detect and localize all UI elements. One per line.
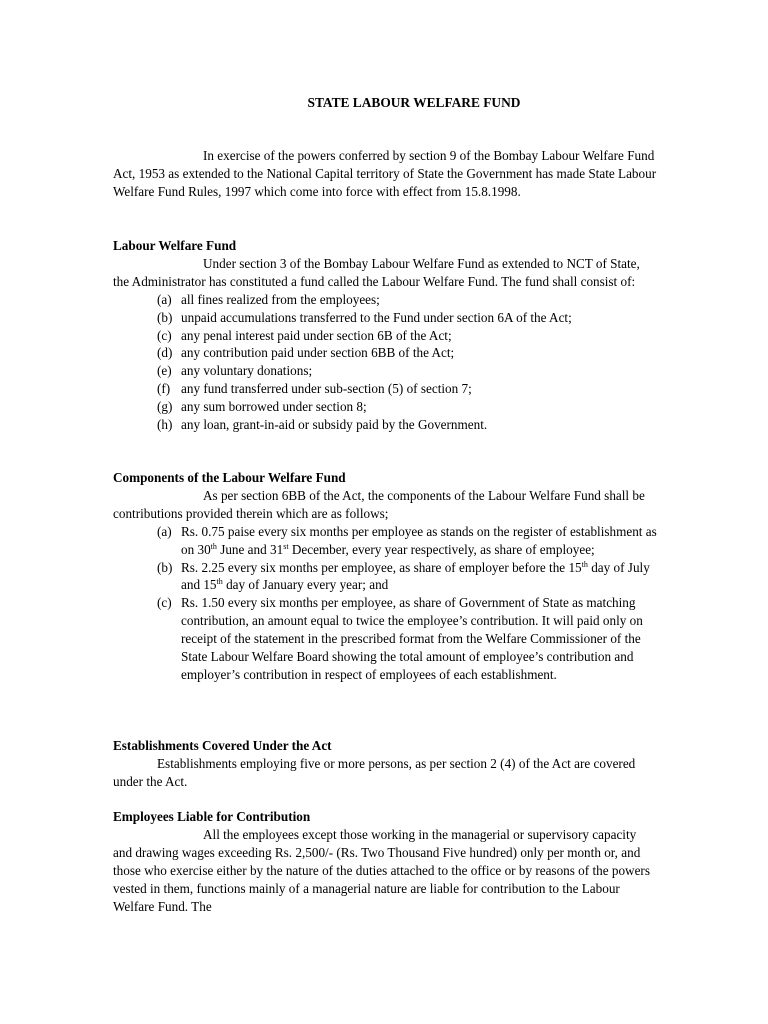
list-item-text: all fines realized from the employees;	[181, 291, 380, 307]
text-run: June and 31	[216, 541, 284, 557]
section-heading-labour-welfare-fund: Labour Welfare Fund	[113, 238, 237, 253]
list-marker: (h)	[157, 417, 173, 433]
list-item	[113, 362, 658, 380]
list-item-text: Rs. 1.50 every six months per employee, as share of Government of State as matching contribution, an amount equal to twice the employee’s contribution. It will paid only on receipt of the statement in the prescribed format from the Welfare Commissioner of the State Labour Welfare Board showing the total amount of employee’s contribution and employer’s contribution in respect of employees of each establishment.	[181, 595, 643, 682]
list-item	[113, 398, 658, 416]
establishments-section	[113, 737, 658, 791]
list-item-text	[181, 524, 657, 557]
establishments-paragraph: Establishments employing five or more persons, as per section 2 (4) of the Act are covered under the Act.	[113, 755, 636, 789]
text-run: Rs. 0.75 paise every six months per employee as stands on the register of establishment as on 30	[181, 523, 657, 557]
list-item-text: any fund transferred under sub-section (5) of section 7;	[181, 381, 472, 397]
list-item	[113, 594, 658, 684]
superscript: th	[581, 559, 588, 569]
fund-list	[113, 291, 658, 434]
labour-welfare-fund-section	[113, 237, 658, 434]
list-item	[113, 291, 658, 309]
list-marker: (d)	[157, 345, 173, 361]
text-run: day of January every year; and	[222, 577, 389, 593]
fund-paragraph: Under section 3 of the Bombay Labour Welfare Fund as extended to NCT of State, the Administrator has constituted a fund called the Labour Welfare Fund. The fund shall consist of:	[113, 255, 640, 289]
list-item-text	[181, 560, 650, 593]
components-paragraph: As per section 6BB of the Act, the components of the Labour Welfare Fund shall be contributions provided therein which are as follows;	[113, 487, 645, 521]
page-title: STATE LABOUR WELFARE FUND	[307, 95, 521, 110]
text-run: December, every year respectively, as share of employee;	[288, 541, 595, 557]
employees-paragraph: All the employees except those working in the managerial or supervisory capacity and drawing wages exceeding Rs. 2,500/- (Rs. Two Thousand Five hundred) only per month or, and those who exercise either by the nature of the duties attached to the office or by reasons of the powers vested in them, functions mainly of a managerial nature are liable for contribution to the Labour Welfare Fund. The	[113, 826, 650, 914]
superscript: th	[216, 577, 223, 587]
section-heading-components: Components of the Labour Welfare Fund	[113, 470, 346, 485]
list-item-text: any contribution paid under section 6BB of the Act;	[181, 345, 455, 361]
list-item-text: any voluntary donations;	[181, 363, 313, 379]
components-section	[113, 469, 658, 684]
text-run: Rs. 2.25 every six months per employee, as share of employer before the 15	[181, 559, 582, 575]
list-marker: (c)	[157, 327, 172, 343]
components-list	[113, 523, 658, 684]
list-item	[113, 380, 658, 398]
list-item	[113, 344, 658, 362]
list-item	[113, 309, 658, 327]
text-run: day of July and 15	[181, 559, 650, 593]
list-marker: (g)	[157, 399, 173, 415]
list-marker: (f)	[157, 381, 171, 397]
list-marker: (e)	[157, 363, 172, 379]
list-item	[113, 416, 658, 434]
superscript: st	[283, 541, 289, 551]
list-marker: (a)	[157, 523, 172, 539]
list-marker: (a)	[157, 291, 172, 307]
section-heading-employees: Employees Liable for Contribution	[113, 809, 311, 824]
intro-section	[113, 147, 658, 201]
list-item-text: any penal interest paid under section 6B of the Act;	[181, 327, 452, 343]
list-item	[113, 523, 658, 559]
superscript: th	[210, 541, 217, 551]
list-marker: (b)	[157, 559, 173, 575]
intro-paragraph: In exercise of the powers conferred by section 9 of the Bombay Labour Welfare Fund Act, 1953 as extended to the National Capital territory of State the Government has made State Labour Welfare Fund Rules, 1997 which come into force with effect from 15.8.1998.	[113, 148, 657, 199]
list-item	[113, 559, 658, 595]
section-heading-establishments: Establishments Covered Under the Act	[113, 738, 332, 753]
list-item-text: unpaid accumulations transferred to the Fund under section 6A of the Act;	[181, 309, 572, 325]
list-item-text: any loan, grant-in-aid or subsidy paid by the Government.	[181, 417, 488, 433]
list-item	[113, 327, 658, 345]
list-item-text: any sum borrowed under section 8;	[181, 399, 367, 415]
list-marker: (c)	[157, 595, 172, 611]
employees-section	[113, 808, 658, 915]
list-marker: (b)	[157, 309, 173, 325]
